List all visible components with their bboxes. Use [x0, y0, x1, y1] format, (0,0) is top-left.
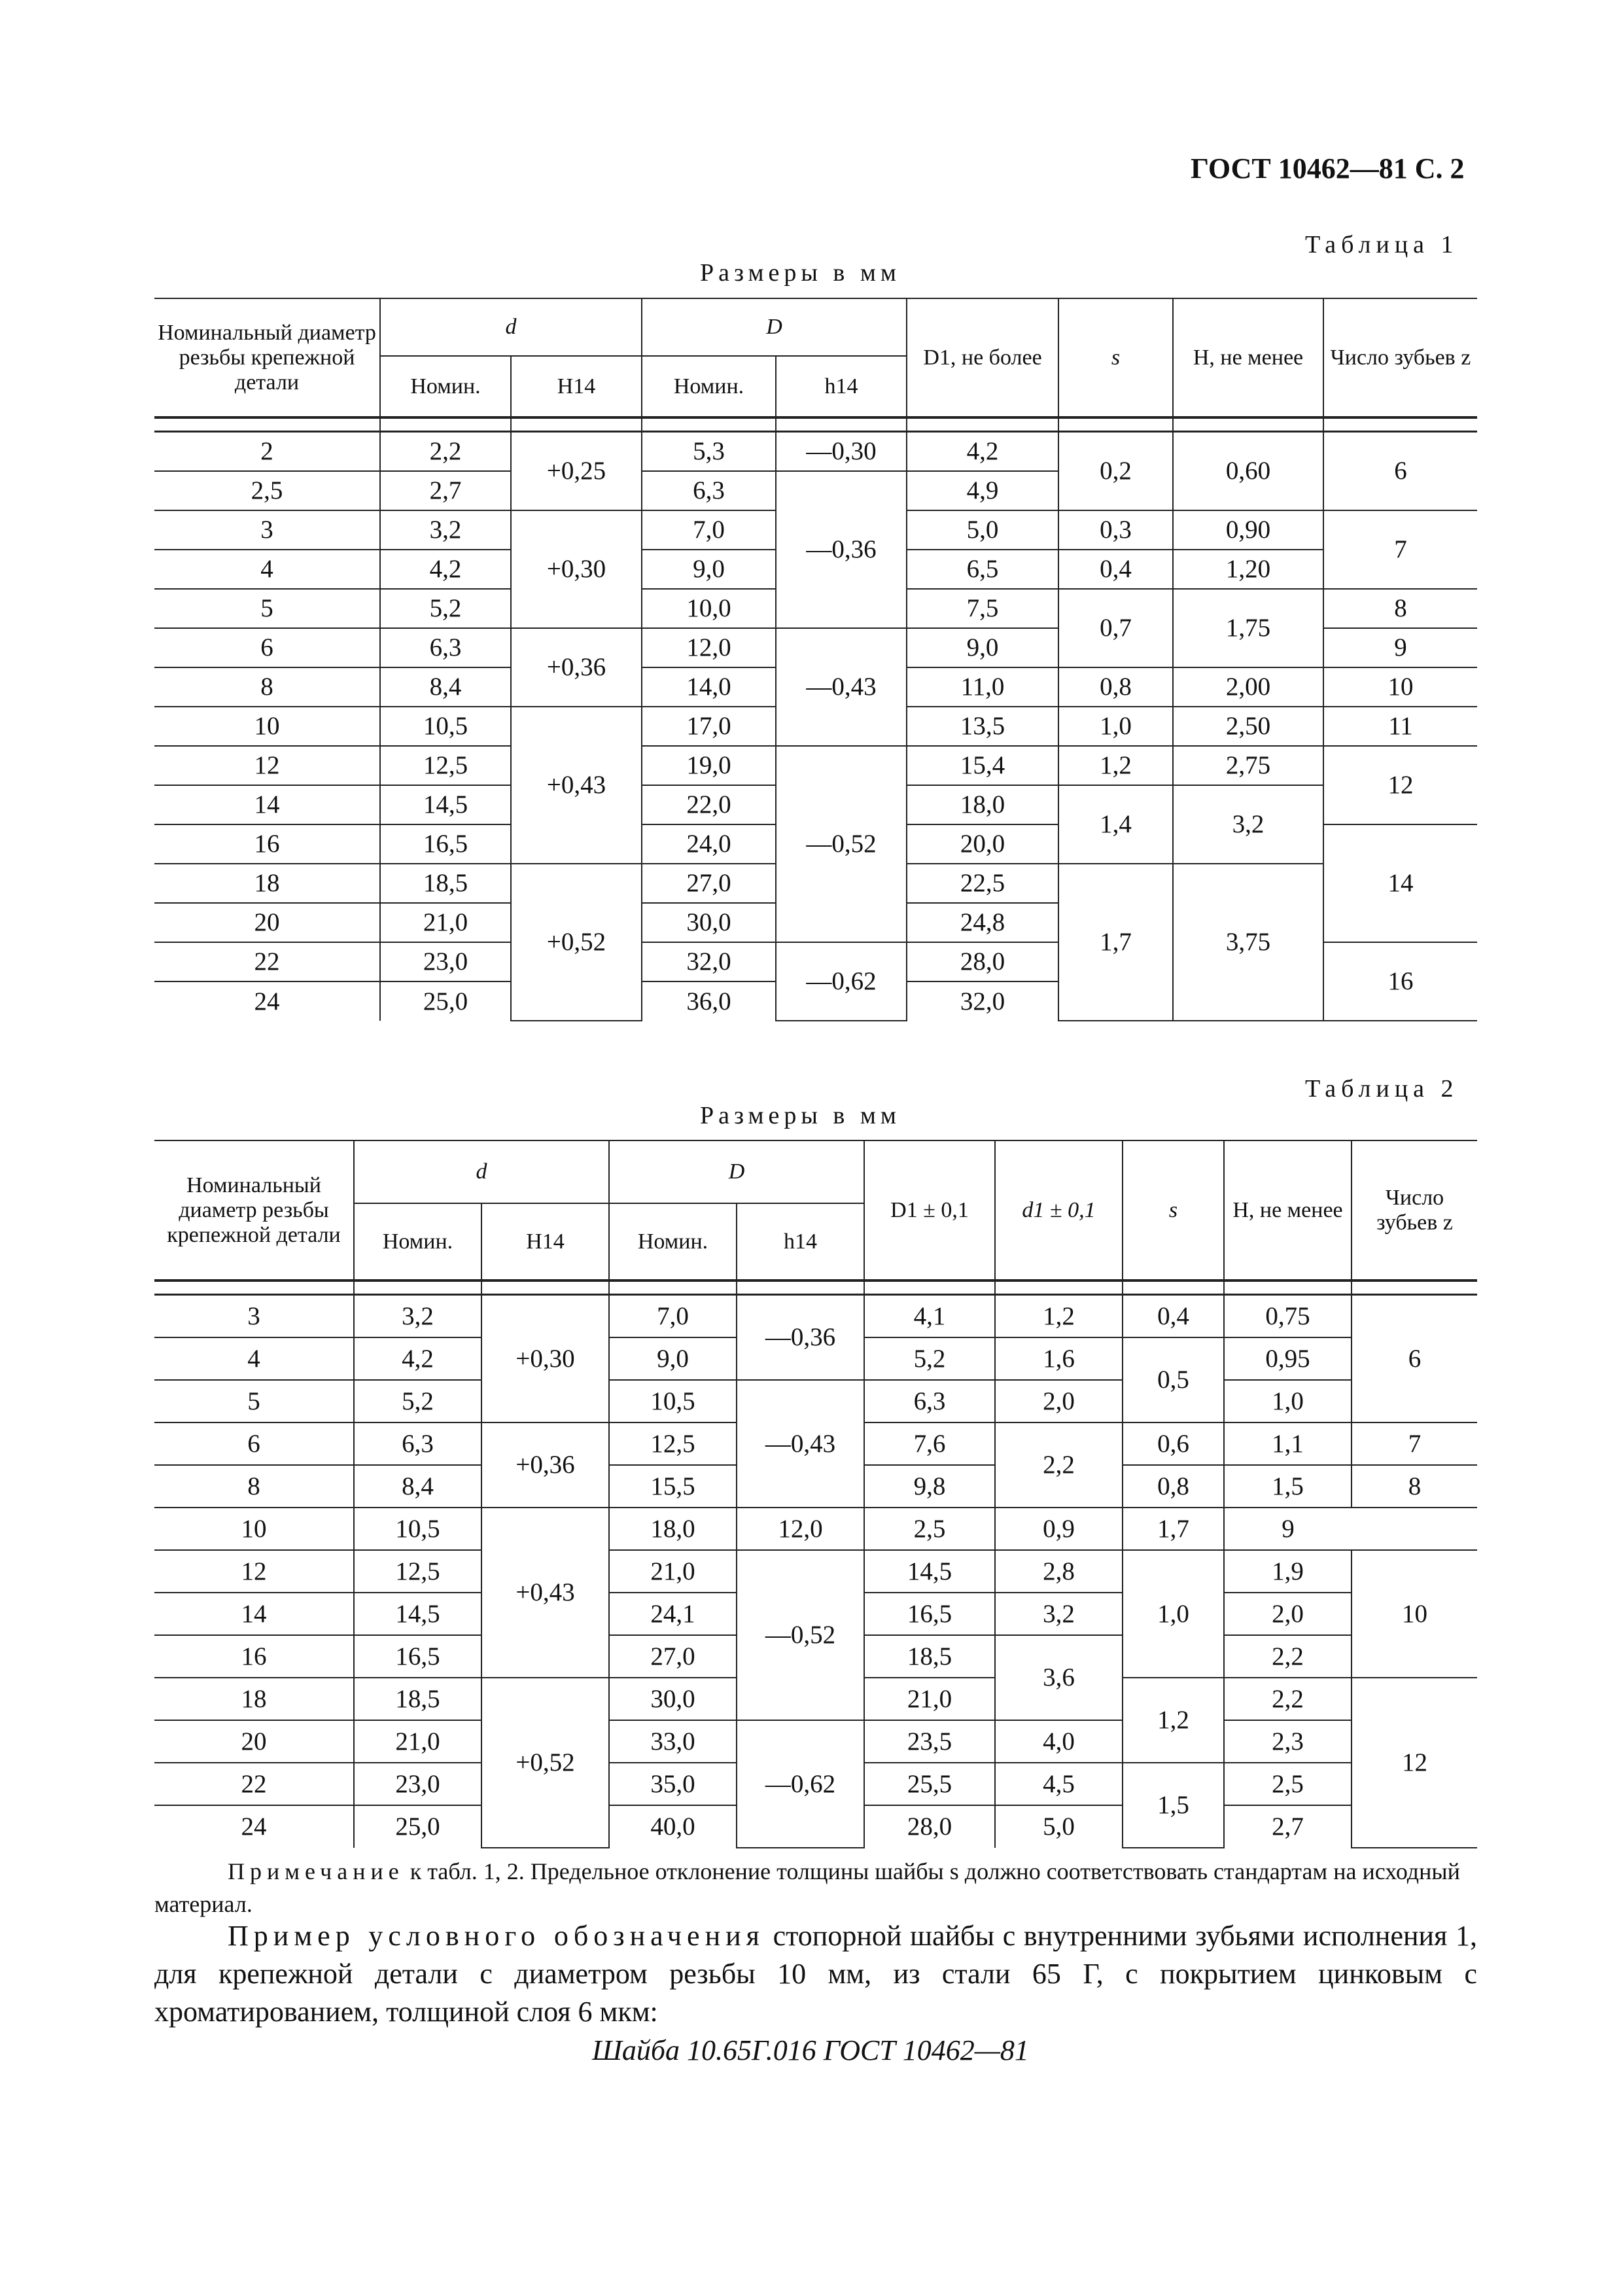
- table-cell: 16,5: [864, 1593, 995, 1635]
- table-cell: 2,7: [380, 471, 511, 510]
- table-cell: 2,75: [1173, 746, 1323, 785]
- table-cell: 0,75: [1224, 1295, 1352, 1337]
- table-cell: 24,0: [642, 824, 776, 864]
- note-label: Примечание: [228, 1858, 404, 1884]
- table-cell: 16: [1323, 942, 1477, 1021]
- table-cell: +0,43: [511, 707, 642, 864]
- table-cell: 16: [154, 824, 380, 864]
- table-cell: 20,0: [907, 824, 1058, 864]
- table-cell: 2,00: [1173, 667, 1323, 707]
- table-cell: —0,43: [737, 1380, 864, 1508]
- table-cell: 1,5: [1224, 1465, 1352, 1508]
- table-cell: [1173, 417, 1323, 432]
- table-cell: 1,4: [1058, 785, 1173, 864]
- t2-header-D-tol: h14: [737, 1203, 864, 1280]
- table-cell: 25,0: [380, 981, 511, 1021]
- table-cell: +0,25: [511, 432, 642, 510]
- table-cell: 4,1: [864, 1295, 995, 1337]
- table-cell: 14,5: [864, 1550, 995, 1593]
- table-cell: 24: [154, 1805, 354, 1848]
- table2-caption: Таблица 2: [1305, 1075, 1459, 1103]
- table-cell: 5: [154, 1380, 354, 1422]
- table-cell: 12: [1352, 1678, 1477, 1848]
- table-cell: 6,3: [642, 471, 776, 510]
- table-cell: 32,0: [907, 981, 1058, 1021]
- table-cell: 1,0: [1123, 1550, 1224, 1678]
- table-cell: 3,75: [1173, 864, 1323, 1021]
- example-text: стопорной шайбы с внутренними зубьями исполнения 1, для крепежной детали с диаметром резьбы 10 мм, из стали 65 Г, с покрытием цинковым с хроматированием, толщиной слоя 6 мкм:: [154, 1920, 1477, 2028]
- table-cell: 4,2: [380, 550, 511, 589]
- table-cell: 16,5: [354, 1635, 481, 1678]
- table-cell: 40,0: [609, 1805, 737, 1848]
- table-cell: 18,5: [354, 1678, 481, 1720]
- table-cell: 2,50: [1173, 707, 1323, 746]
- table-cell: [642, 417, 776, 432]
- table-cell: 22,0: [642, 785, 776, 824]
- table-cell: 5,0: [907, 510, 1058, 550]
- table-cell: 3: [154, 510, 380, 550]
- table-cell: 14,5: [380, 785, 511, 824]
- table-cell: 9: [1323, 628, 1477, 667]
- table-cell: 2,5: [864, 1508, 995, 1550]
- table-cell: [380, 417, 511, 432]
- table-row: [154, 1295, 1477, 1337]
- table-cell: 18: [154, 1678, 354, 1720]
- table-cell: 15,4: [907, 746, 1058, 785]
- table-cell: 22: [154, 942, 380, 981]
- table-cell: 27,0: [609, 1635, 737, 1678]
- t1-header-D1: D1, не более: [907, 298, 1058, 417]
- table-cell: [995, 1280, 1123, 1295]
- table-cell: 1,6: [995, 1337, 1123, 1380]
- table-cell: +0,52: [481, 1678, 609, 1848]
- table-cell: 7,6: [864, 1422, 995, 1465]
- table-cell: 3,6: [995, 1635, 1123, 1720]
- table-cell: 14,0: [642, 667, 776, 707]
- table-cell: 12,5: [354, 1550, 481, 1593]
- table-cell: 20: [154, 903, 380, 942]
- table-cell: 14: [154, 785, 380, 824]
- table-cell: —0,36: [776, 471, 907, 628]
- table-cell: 10: [1352, 1550, 1477, 1678]
- table-cell: 0,2: [1058, 432, 1173, 510]
- table-cell: 28,0: [864, 1805, 995, 1848]
- table-cell: 9,0: [609, 1337, 737, 1380]
- table-cell: 18,5: [380, 864, 511, 903]
- table-cell: 10,5: [354, 1508, 481, 1550]
- table-cell: [1224, 1280, 1352, 1295]
- table-cell: 0,8: [1058, 667, 1173, 707]
- table-cell: —0,62: [776, 942, 907, 1021]
- table-cell: 30,0: [642, 903, 776, 942]
- table-cell: 2,0: [1224, 1593, 1352, 1635]
- t2-header-H: H, не менее: [1224, 1140, 1352, 1280]
- table-cell: —0,43: [776, 628, 907, 746]
- table-cell: 0,9: [995, 1508, 1123, 1550]
- table-2: [154, 1140, 1477, 1848]
- designation-example: [154, 1917, 1477, 2031]
- table-cell: 18,5: [864, 1635, 995, 1678]
- table-cell: 1,5: [1123, 1763, 1224, 1848]
- table-cell: 21,0: [380, 903, 511, 942]
- table-cell: 20: [154, 1720, 354, 1763]
- table-cell: 9,0: [642, 550, 776, 589]
- table-cell: 2,3: [1224, 1720, 1352, 1763]
- table-cell: 7: [1323, 510, 1477, 589]
- table-cell: 16: [154, 1635, 354, 1678]
- table-cell: +0,36: [511, 628, 642, 707]
- example-label: Пример условного обозначения: [228, 1920, 765, 1952]
- table-row: [154, 1720, 1477, 1763]
- table-cell: 4: [154, 550, 380, 589]
- table-cell: 15,5: [609, 1465, 737, 1508]
- table-1: [154, 298, 1477, 1021]
- table-cell: 10,5: [380, 707, 511, 746]
- table-cell: 7,0: [642, 510, 776, 550]
- table-cell: 32,0: [642, 942, 776, 981]
- table-cell: [511, 417, 642, 432]
- table-cell: [1352, 1280, 1477, 1295]
- t1-header-H: H, не менее: [1173, 298, 1323, 417]
- table-cell: 7,5: [907, 589, 1058, 628]
- table-cell: 7: [1352, 1422, 1477, 1465]
- table-row: [154, 432, 1477, 471]
- table-cell: 2,2: [1224, 1678, 1352, 1720]
- table-cell: 27,0: [642, 864, 776, 903]
- table-cell: 1,2: [995, 1295, 1123, 1337]
- table-cell: [907, 417, 1058, 432]
- table-cell: 1,75: [1173, 589, 1323, 667]
- table-cell: 1,0: [1224, 1380, 1352, 1422]
- t1-header-d-nom: Номин.: [380, 356, 511, 417]
- table-cell: 2,2: [995, 1422, 1123, 1508]
- table-cell: 21,0: [609, 1550, 737, 1593]
- table-cell: 7,0: [609, 1295, 737, 1337]
- t1-header-d: d: [380, 298, 642, 356]
- table-cell: 1,20: [1173, 550, 1323, 589]
- page-header: ГОСТ 10462—81 С. 2: [1191, 152, 1465, 185]
- table-cell: 4: [154, 1337, 354, 1380]
- table1-caption: Таблица 1: [1305, 231, 1459, 258]
- t1-header-z: Число зубьев z: [1323, 298, 1477, 417]
- table-cell: 25,5: [864, 1763, 995, 1805]
- table-cell: 9,0: [907, 628, 1058, 667]
- table-cell: 5,2: [864, 1337, 995, 1380]
- table-cell: 18,0: [907, 785, 1058, 824]
- table-row: [154, 1550, 1477, 1593]
- table-cell: —0,36: [737, 1295, 864, 1380]
- table-cell: 23,0: [354, 1763, 481, 1805]
- table-cell: 0,8: [1123, 1465, 1224, 1508]
- table-cell: 30,0: [609, 1678, 737, 1720]
- t2-header-D1: D1 ± 0,1: [864, 1140, 995, 1280]
- table-cell: 8: [1323, 589, 1477, 628]
- table-cell: 2,8: [995, 1550, 1123, 1593]
- table-cell: 5,2: [354, 1380, 481, 1422]
- table-cell: 2: [154, 432, 380, 471]
- t2-header-D-nom: Номин.: [609, 1203, 737, 1280]
- table-cell: 0,4: [1058, 550, 1173, 589]
- table-cell: 3,2: [354, 1295, 481, 1337]
- table-cell: 19,0: [642, 746, 776, 785]
- table-cell: 18,0: [609, 1508, 737, 1550]
- table-cell: 4,2: [907, 432, 1058, 471]
- table-cell: 14: [154, 1593, 354, 1635]
- table-cell: 14: [1323, 824, 1477, 942]
- table-cell: 2,7: [1224, 1805, 1352, 1848]
- t2-header-d-nom: Номин.: [354, 1203, 481, 1280]
- table-cell: 0,90: [1173, 510, 1323, 550]
- table-cell: 5,0: [995, 1805, 1123, 1848]
- table-cell: 2,2: [1224, 1635, 1352, 1678]
- table-cell: —0,30: [776, 432, 907, 471]
- table-cell: [1323, 417, 1477, 432]
- table-cell: 17,0: [642, 707, 776, 746]
- table-cell: 6,5: [907, 550, 1058, 589]
- table-cell: 10: [1323, 667, 1477, 707]
- table-cell: [864, 1280, 995, 1295]
- table-cell: 6,3: [354, 1422, 481, 1465]
- table-cell: 6,3: [380, 628, 511, 667]
- table-cell: 23,0: [380, 942, 511, 981]
- t2-header-d-tol: H14: [481, 1203, 609, 1280]
- t2-header-D: D: [609, 1140, 864, 1203]
- t2-header-nominal-diameter: Номинальный диаметр резьбы крепежной детали: [154, 1140, 354, 1280]
- table-cell: 12: [1323, 746, 1477, 824]
- t2-header-d: d: [354, 1140, 609, 1203]
- table-cell: 12: [154, 1550, 354, 1593]
- table-cell: 9,8: [864, 1465, 995, 1508]
- table-cell: 23,5: [864, 1720, 995, 1763]
- table-cell: 21,0: [864, 1678, 995, 1720]
- table-cell: 10,5: [609, 1380, 737, 1422]
- table-cell: 24: [154, 981, 380, 1021]
- table-row: [154, 1508, 1477, 1550]
- table-cell: 22: [154, 1763, 354, 1805]
- table-cell: 14,5: [354, 1593, 481, 1635]
- table-cell: 1,0: [1058, 707, 1173, 746]
- table2-units: Размеры в мм: [700, 1102, 901, 1129]
- table-cell: 10: [154, 1508, 354, 1550]
- table-cell: 0,95: [1224, 1337, 1352, 1380]
- table-cell: 24,1: [609, 1593, 737, 1635]
- table-cell: 18: [154, 864, 380, 903]
- table-cell: [776, 417, 907, 432]
- table-cell: 2,0: [995, 1380, 1123, 1422]
- table-cell: 3,2: [1173, 785, 1323, 864]
- table-cell: 1,1: [1224, 1422, 1352, 1465]
- table-cell: 8: [154, 1465, 354, 1508]
- table-cell: 0,7: [1058, 589, 1173, 667]
- table-cell: 8: [154, 667, 380, 707]
- table-cell: —0,52: [776, 746, 907, 942]
- table-cell: 5: [154, 589, 380, 628]
- table-cell: +0,30: [511, 510, 642, 628]
- table-cell: 11: [1323, 707, 1477, 746]
- table-cell: 3: [154, 1295, 354, 1337]
- table-cell: 0,4: [1123, 1295, 1224, 1337]
- table-cell: 6: [154, 1422, 354, 1465]
- table-cell: +0,36: [481, 1422, 609, 1508]
- table-cell: 0,3: [1058, 510, 1173, 550]
- table-cell: [154, 1280, 354, 1295]
- table-cell: 0,6: [1123, 1422, 1224, 1465]
- table-cell: 22,5: [907, 864, 1058, 903]
- table-cell: 3,2: [995, 1593, 1123, 1635]
- table-cell: 24,8: [907, 903, 1058, 942]
- t1-header-D: D: [642, 298, 907, 356]
- table-cell: [154, 417, 380, 432]
- t2-header-s: s: [1123, 1140, 1224, 1280]
- table-cell: 13,5: [907, 707, 1058, 746]
- table-cell: [354, 1280, 481, 1295]
- table-cell: 36,0: [642, 981, 776, 1021]
- table-cell: 3,2: [380, 510, 511, 550]
- table-cell: 28,0: [907, 942, 1058, 981]
- table-cell: 10: [154, 707, 380, 746]
- table-cell: 2,2: [380, 432, 511, 471]
- t1-header-D-tol: h14: [776, 356, 907, 417]
- table-cell: 0,5: [1123, 1337, 1224, 1422]
- table-cell: —0,52: [737, 1550, 864, 1720]
- table-cell: [481, 1280, 609, 1295]
- table-cell: 6,3: [864, 1380, 995, 1422]
- table-row: [154, 746, 1477, 785]
- table-cell: 25,0: [354, 1805, 481, 1848]
- table-cell: 12,5: [609, 1422, 737, 1465]
- table-cell: 4,9: [907, 471, 1058, 510]
- table-row: [154, 1380, 1477, 1422]
- t1-header-d-tol: H14: [511, 356, 642, 417]
- t1-header-D-nom: Номин.: [642, 356, 776, 417]
- table-cell: 35,0: [609, 1763, 737, 1805]
- table-cell: 6: [1323, 432, 1477, 510]
- table-cell: 8,4: [380, 667, 511, 707]
- table-cell: 1,7: [1058, 864, 1173, 1021]
- table-cell: 11,0: [907, 667, 1058, 707]
- table-cell: 8,4: [354, 1465, 481, 1508]
- table-cell: 12,0: [737, 1508, 864, 1550]
- t1-header-nominal-diameter: Номинальный диаметр резьбы крепежной детали: [154, 298, 380, 417]
- table-cell: 2,5: [154, 471, 380, 510]
- table-cell: +0,43: [481, 1508, 609, 1678]
- table-cell: 12,5: [380, 746, 511, 785]
- example-designation: Шайба 10.65Г.016 ГОСТ 10462—81: [592, 2034, 1029, 2066]
- note-text: к табл. 1, 2. Предельное отклонение толщины шайбы s должно соответствовать стандартам на исходный материал.: [154, 1858, 1460, 1917]
- table-cell: 4,2: [354, 1337, 481, 1380]
- t2-header-d1: d1 ± 0,1: [995, 1140, 1123, 1280]
- table-cell: 33,0: [609, 1720, 737, 1763]
- table-cell: 6: [1352, 1295, 1477, 1422]
- table-cell: 9: [1224, 1508, 1352, 1550]
- table-cell: [737, 1280, 864, 1295]
- table-note: [154, 1855, 1477, 1920]
- table-cell: 12,0: [642, 628, 776, 667]
- t1-header-s: s: [1058, 298, 1173, 417]
- table-cell: 10,0: [642, 589, 776, 628]
- table-cell: 0,60: [1173, 432, 1323, 510]
- table-cell: 12: [154, 746, 380, 785]
- table-cell: 5,2: [380, 589, 511, 628]
- table-cell: [609, 1280, 737, 1295]
- table-cell: +0,52: [511, 864, 642, 1021]
- t2-header-z: Число зубьев z: [1352, 1140, 1477, 1280]
- table-cell: 5,3: [642, 432, 776, 471]
- table-cell: 4,0: [995, 1720, 1123, 1763]
- table-cell: 1,9: [1224, 1550, 1352, 1593]
- table-cell: 1,7: [1123, 1508, 1224, 1550]
- table1-units: Размеры в мм: [700, 259, 901, 287]
- table-cell: 6: [154, 628, 380, 667]
- table-cell: [1058, 417, 1173, 432]
- table-cell: 8: [1352, 1465, 1477, 1508]
- table-cell: —0,62: [737, 1720, 864, 1848]
- table-cell: 4,5: [995, 1763, 1123, 1805]
- table-cell: 16,5: [380, 824, 511, 864]
- table-cell: +0,30: [481, 1295, 609, 1422]
- table-cell: 2,5: [1224, 1763, 1352, 1805]
- table-cell: [1123, 1280, 1224, 1295]
- table-cell: 1,2: [1123, 1678, 1224, 1763]
- table-cell: 21,0: [354, 1720, 481, 1763]
- table-cell: 1,2: [1058, 746, 1173, 785]
